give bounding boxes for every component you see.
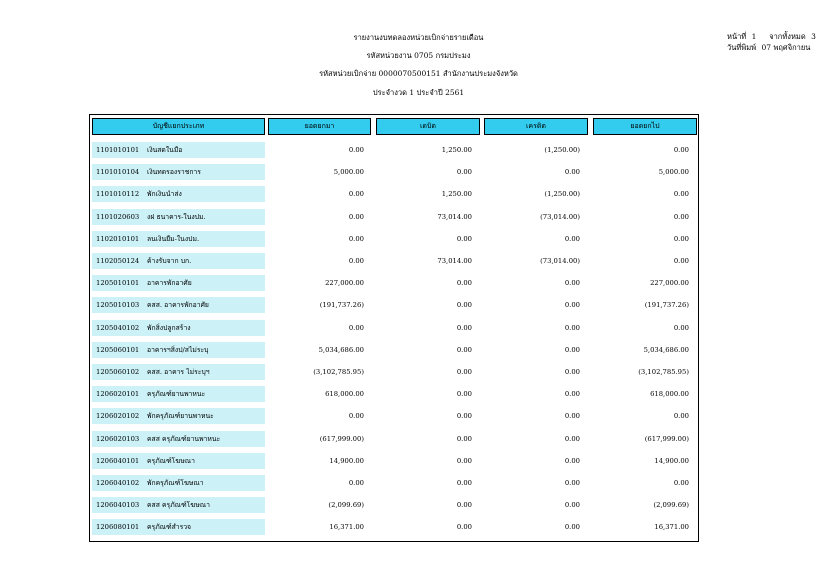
debit-value: 0.00 (456, 301, 472, 310)
debit-value: 1,250.00 (441, 146, 472, 154)
column-header-opening: ยอดยกมา (268, 118, 371, 135)
debit-value: 73,014.00 (437, 257, 472, 265)
period-line: ประจำงวด 1 ประจำปี 2561 (372, 88, 465, 97)
closing-value: (3,102,785.95) (638, 368, 689, 376)
debit-value: 0.00 (456, 168, 472, 177)
page-info (727, 31, 816, 53)
credit-value: 0.00 (564, 479, 580, 487)
disbursing-unit-line: รหัสหน่วยเบิกจ่าย 0000070500151 สำนักงานประมงจังหวัด (319, 69, 518, 78)
opening-value: (191,737.26) (319, 301, 364, 310)
closing-value: 5,000.00 (658, 168, 689, 177)
account-code: 1101010104 (96, 168, 140, 177)
print-date-label: วันที่พิมพ์ (727, 43, 757, 52)
account-code: 1206020103 (96, 434, 140, 443)
closing-value: 0.00 (673, 479, 689, 487)
account-cell (92, 386, 265, 402)
account-cell (92, 342, 265, 358)
opening-value: (3,102,785.95) (313, 368, 364, 376)
account-name: ครุภัณฑ์ยานพาหนะ (147, 390, 206, 399)
account-code: 1101010112 (96, 190, 140, 199)
credit-value: 0.00 (564, 523, 580, 532)
debit-value: 0.00 (456, 323, 472, 332)
closing-value: 14,900.00 (654, 456, 689, 465)
opening-value: 0.00 (348, 479, 364, 487)
closing-value: (191,737.26) (644, 301, 689, 310)
trial-balance-table (89, 114, 699, 542)
column-header-credit: เครดิต (484, 118, 588, 135)
account-name: เงินทดรองราชการ (147, 168, 201, 177)
account-name: คสส ครุภัณฑ์โฆษณา (147, 501, 210, 510)
account-name: พักสิ่งปลูกสร้าง (147, 323, 191, 332)
account-cell (92, 431, 265, 447)
account-code: 1101010101 (96, 146, 140, 154)
total-pages: 3 (811, 32, 816, 41)
opening-value: 5,034,686.00 (318, 345, 364, 354)
debit-value: 0.00 (456, 523, 472, 532)
account-code: 1205010103 (96, 301, 140, 310)
credit-value: (73,014.00) (540, 212, 580, 221)
debit-value: 0.00 (456, 390, 472, 399)
account-cell (92, 231, 265, 247)
account-name: อาคารพักอาศัย (147, 279, 192, 288)
credit-value: 0.00 (564, 234, 580, 243)
opening-value: 5,000.00 (333, 168, 364, 177)
account-code: 1101020603 (96, 212, 140, 221)
credit-value: 0.00 (564, 279, 580, 288)
closing-value: 0.00 (673, 146, 689, 154)
opening-value: 0.00 (348, 190, 364, 199)
account-code: 1205040102 (96, 323, 140, 332)
credit-value: 0.00 (564, 501, 580, 510)
account-cell (92, 275, 265, 291)
account-code: 1206020101 (96, 390, 140, 399)
account-name: ค้างรับจาก บก. (147, 257, 192, 265)
opening-value: 227,000.00 (325, 279, 364, 288)
debit-value: 0.00 (456, 412, 472, 421)
closing-value: 5,034,686.00 (643, 345, 689, 354)
account-cell (92, 364, 265, 380)
credit-value: 0.00 (564, 368, 580, 376)
account-name: เงินสดในมือ (147, 146, 183, 154)
account-name: ครุภัณฑ์สำรวจ (147, 523, 192, 532)
agency-line: รหัสหน่วยงาน 0705 กรมประมง (366, 51, 471, 60)
account-code: 1206080101 (96, 523, 140, 532)
total-label: จากทั้งหมด (769, 32, 806, 41)
account-code: 1102010101 (96, 234, 140, 243)
debit-value: 0.00 (456, 345, 472, 354)
column-header-closing: ยอดยกไป (593, 118, 697, 135)
closing-value: 0.00 (673, 412, 689, 421)
account-cell (92, 408, 265, 424)
account-name: งฝ ธนาคาร-ในงปม. (147, 212, 206, 221)
account-name: คสส. อาคารพักอาศัย (147, 301, 209, 310)
credit-value: 0.00 (564, 434, 580, 443)
account-cell (92, 297, 265, 313)
opening-value: 0.00 (348, 212, 364, 221)
column-header-debit: เดบิต (376, 118, 480, 135)
opening-value: 0.00 (348, 146, 364, 154)
closing-value: 16,371.00 (654, 523, 689, 532)
debit-value: 0.00 (456, 368, 472, 376)
print-date: 07 พฤศจิกายน (761, 43, 811, 52)
account-code: 1206040102 (96, 479, 140, 487)
credit-value: 0.00 (564, 345, 580, 354)
closing-value: 227,000.00 (650, 279, 689, 288)
account-name: คสส. อาคาร ไม่ระบุฯ (147, 368, 210, 376)
account-name: พักเงินนำส่ง (147, 190, 182, 199)
credit-value: 0.00 (564, 456, 580, 465)
account-cell (92, 497, 265, 513)
credit-value: 0.00 (564, 390, 580, 399)
debit-value: 0.00 (456, 279, 472, 288)
account-code: 1205010101 (96, 279, 140, 288)
account-cell (92, 475, 265, 491)
account-name: พักครุภัณฑ์ยานพาหนะ (147, 412, 214, 421)
account-name: พักครุภัณฑ์โฆษณา (147, 479, 204, 487)
account-name: ลนเงินยืม-ในงปม. (147, 234, 200, 243)
account-cell (92, 453, 265, 469)
debit-value: 0.00 (456, 234, 472, 243)
account-cell (92, 519, 265, 535)
opening-value: 618,000.00 (325, 390, 364, 399)
account-cell (92, 253, 265, 269)
account-code: 1206020102 (96, 412, 140, 421)
opening-value: 0.00 (348, 412, 364, 421)
debit-value: 1,250.00 (441, 190, 472, 199)
credit-value: (73,014.00) (540, 257, 580, 265)
report-title: รายงานงบทดลองหน่วยเบิกจ่ายรายเดือน (353, 33, 484, 42)
account-code: 1205060101 (96, 345, 140, 354)
debit-value: 0.00 (456, 456, 472, 465)
page-number: 1 (751, 32, 757, 41)
account-name: ครุภัณฑ์โฆษณา (147, 456, 195, 465)
opening-value: (617,999.00) (319, 434, 364, 443)
debit-value: 73,014.00 (437, 212, 472, 221)
account-code: 1206040101 (96, 456, 140, 465)
opening-value: 14,900.00 (329, 456, 364, 465)
account-name: อาคารฯสิ่งป/สไม่ระบุ (147, 345, 209, 354)
closing-value: 0.00 (673, 212, 689, 221)
closing-value: 0.00 (673, 257, 689, 265)
account-cell (92, 164, 265, 180)
closing-value: (617,999.00) (644, 434, 689, 443)
opening-value: 0.00 (348, 234, 364, 243)
credit-value: 0.00 (564, 168, 580, 177)
debit-value: 0.00 (456, 479, 472, 487)
opening-value: (2,099.69) (328, 501, 364, 510)
account-cell (92, 209, 265, 225)
account-code: 1205060102 (96, 368, 140, 376)
closing-value: 0.00 (673, 323, 689, 332)
debit-value: 0.00 (456, 501, 472, 510)
credit-value: 0.00 (564, 301, 580, 310)
account-cell (92, 142, 265, 158)
closing-value: 0.00 (673, 234, 689, 243)
closing-value: 0.00 (673, 190, 689, 199)
page-label: หน้าที่ (727, 32, 747, 41)
closing-value: (2,099.69) (653, 501, 689, 510)
account-code: 1102050124 (96, 257, 140, 265)
credit-value: 0.00 (564, 412, 580, 421)
opening-value: 16,371.00 (329, 523, 364, 532)
account-cell (92, 320, 265, 336)
debit-value: 0.00 (456, 434, 472, 443)
credit-value: (1,250.00) (544, 146, 580, 154)
opening-value: 0.00 (348, 257, 364, 265)
opening-value: 0.00 (348, 323, 364, 332)
account-name: คสส ครุภัณฑ์ยานพาหนะ (147, 434, 221, 443)
account-cell (92, 186, 265, 202)
credit-value: 0.00 (564, 323, 580, 332)
account-code: 1206040103 (96, 501, 140, 510)
credit-value: (1,250.00) (544, 190, 580, 199)
column-header-account: บัญชีแยกประเภท (92, 118, 265, 135)
closing-value: 618,000.00 (650, 390, 689, 399)
